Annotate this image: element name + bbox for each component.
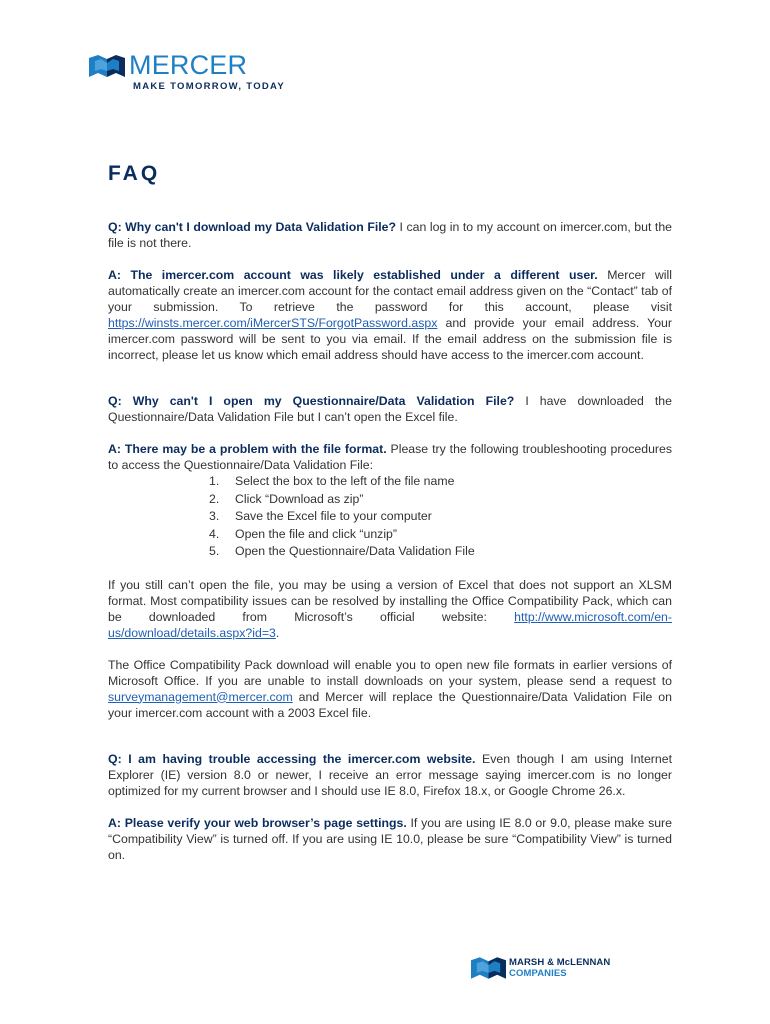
compatibility-pack-paragraph: The Office Compatibility Pack download will enable you to open new file formats in earlier versions of Microsoft Office. If you are unable to install downloads on your system, please send a request to surveymanagement@mercer.com and Mercer will replace the Questionnaire/Data Validation File on your imercer.com account with a 2003 Excel file.	[108, 657, 672, 720]
list-item: 1. Select the box to the left of the file name	[209, 474, 455, 488]
answer-text: Mercer will automatically create an imercer.com account for the contact email address given on the “Contact” tab of your submission. To retrieve the password for this account, please visit	[108, 268, 672, 314]
xlsm-paragraph: If you still can’t open the file, you may be using a version of Excel that does not support an XLSM format. Most compatibility issues can be resolved by installing the Office Compatibility Pack, which can be downloaded from Microsoft’s official website: http://www.microsoft.com/en-us/download/details.aspx?id=3.	[108, 577, 672, 640]
list-item: 2. Click “Download as zip”	[209, 491, 364, 506]
microsoft-download-link[interactable]: http://www.microsoft.com/en-us/download/details.aspx?id=3	[108, 609, 672, 640]
faq-answer-3	[108, 815, 672, 863]
forgot-password-link[interactable]: https://winsts.mercer.com/iMercerSTS/ForgotPassword.aspx	[108, 316, 438, 330]
faq-question-3	[108, 751, 672, 799]
page-title: FAQ	[108, 162, 161, 185]
question-text: Even though I am using Internet Explorer (IE) version 8.0 or newer, I receive an error message saying imercer.com is no longer optimized for my current browser and I should use IE 8.0, Firefox 18.x, or Google Chrome 26.x.	[108, 751, 672, 798]
list-item: 4. Open the file and click “unzip”	[209, 526, 397, 541]
answer-label: A: There may be a problem with the file format.	[108, 442, 387, 456]
faq-question-1	[108, 219, 672, 251]
survey-email-link[interactable]: surveymanagement@mercer.com	[108, 689, 293, 704]
faq-answer-1	[108, 267, 672, 363]
faq-question-2	[108, 393, 672, 425]
mercer-logo-icon	[89, 55, 125, 77]
answer-text: If you are using IE 8.0 or 9.0, please make sure “Compatibility View” is turned off. If you are using IE 10.0, please be sure “Compatibility View” is turned on.	[108, 815, 672, 862]
faq-body	[108, 219, 672, 863]
troubleshooting-steps	[108, 473, 672, 561]
answer-label: A: The imercer.com account was likely established under a different user.	[108, 268, 598, 282]
brand-name: MERCER	[129, 50, 248, 80]
answer-text: Please try the following troubleshooting procedures to access the Questionnaire/Data Validation File:	[108, 442, 672, 472]
question-text: I can log in to my account on imercer.com, but the file is not there.	[108, 220, 672, 250]
faq-answer-2	[108, 441, 672, 473]
marsh-mclennan-icon	[471, 957, 506, 979]
answer-text-cont: and provide your email address. Your imercer.com password will be sent to you via email. If the email address on the submission file is incorrect, please let us know which email address should have access to the imercer.com account.	[108, 316, 672, 362]
question-text: I have downloaded the Questionnaire/Data Validation File but I can’t open the Excel file.	[108, 394, 672, 424]
brand-tagline: MAKE TOMORROW, TODAY	[133, 81, 285, 92]
question-label: Q: I am having trouble accessing the imercer.com website.	[108, 751, 476, 766]
question-label: Q: Why can't I open my Questionnaire/Data Validation File?	[108, 394, 515, 408]
answer-label: A: Please verify your web browser’s page settings.	[108, 815, 407, 830]
list-item: 3. Save the Excel file to your computer	[209, 509, 432, 523]
list-item: 5. Open the Questionnaire/Data Validation File	[209, 544, 475, 558]
footer-company-name: MARSH & McLENNAN COMPANIES	[509, 957, 611, 979]
question-label: Q: Why can't I download my Data Validation File?	[108, 220, 397, 234]
